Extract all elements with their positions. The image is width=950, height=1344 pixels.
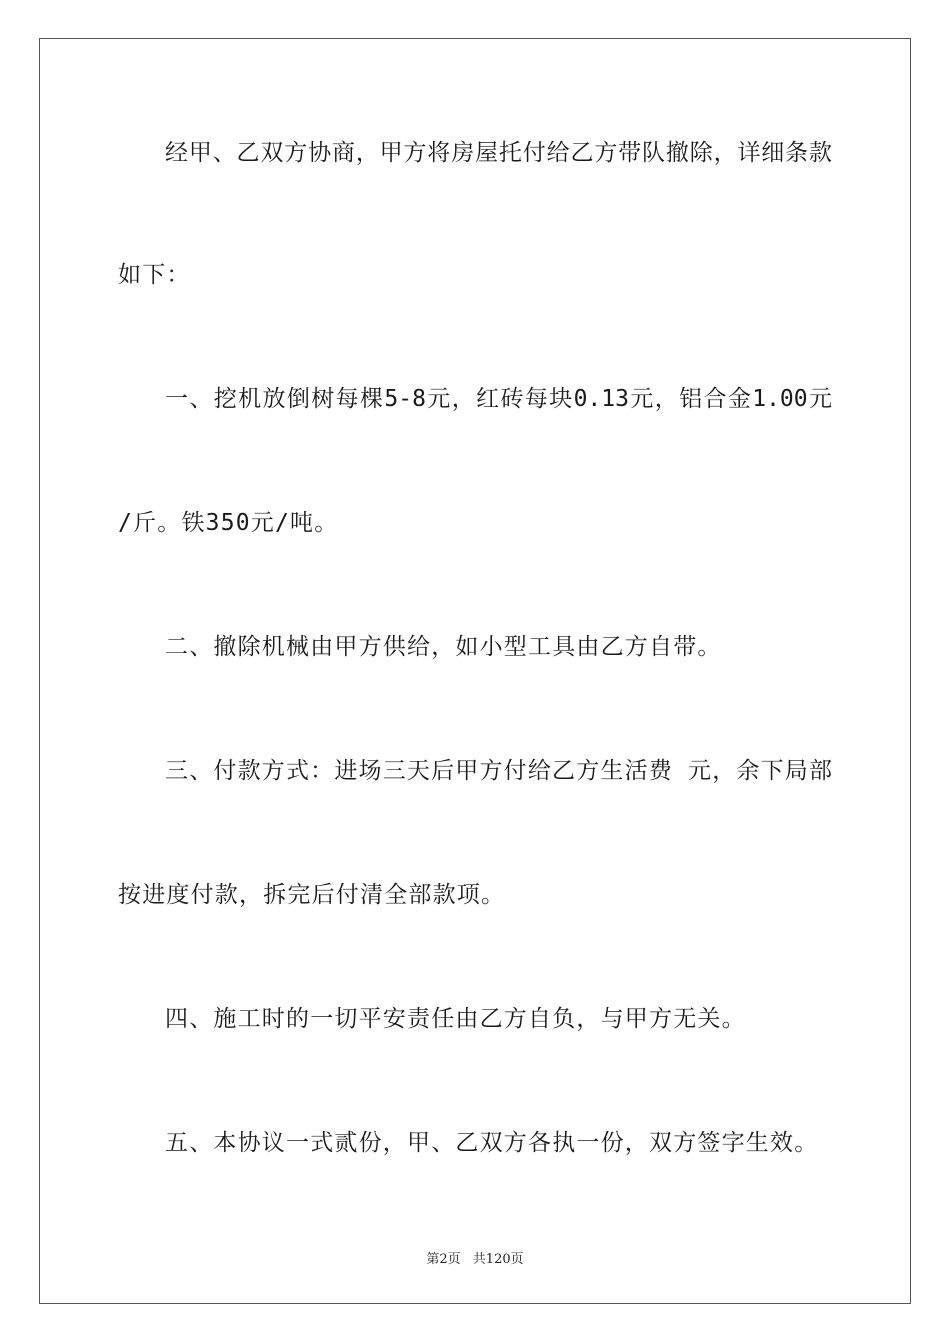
paragraph-5-line-1: 四、施工时的一切平安责任由乙方自负，与甲方无关。 (165, 1006, 746, 1032)
paragraph-1-line-2: 如下： (118, 262, 191, 288)
total-pages: 共120页 (472, 1252, 524, 1267)
paragraph-1-line-1: 经甲、乙双方协商，甲方将房屋托付给乙方带队撤除，详细条款 (165, 140, 832, 166)
paragraph-2-line-2: /斤。铁350元/吨。 (118, 510, 339, 536)
paragraph-2-line-1: 一、挖机放倒树每棵5-8元，红砖每块0.13元，铝合金1.00元 (165, 386, 832, 412)
page-footer (0, 1248, 950, 1267)
page-border (39, 38, 911, 1304)
page-number: 第2页 (426, 1252, 461, 1267)
paragraph-4-line-2: 按进度付款，拆完后付清全部款项。 (118, 882, 506, 908)
paragraph-6-line-1: 五、本协议一式贰份，甲、乙双方各执一份，双方签字生效。 (165, 1130, 819, 1156)
paragraph-4-line-1: 三、付款方式：进场三天后甲方付给乙方生活费 元，余下局部 (165, 758, 832, 784)
paragraph-3-line-1: 二、撤除机械由甲方供给，如小型工具由乙方自带。 (165, 634, 722, 660)
